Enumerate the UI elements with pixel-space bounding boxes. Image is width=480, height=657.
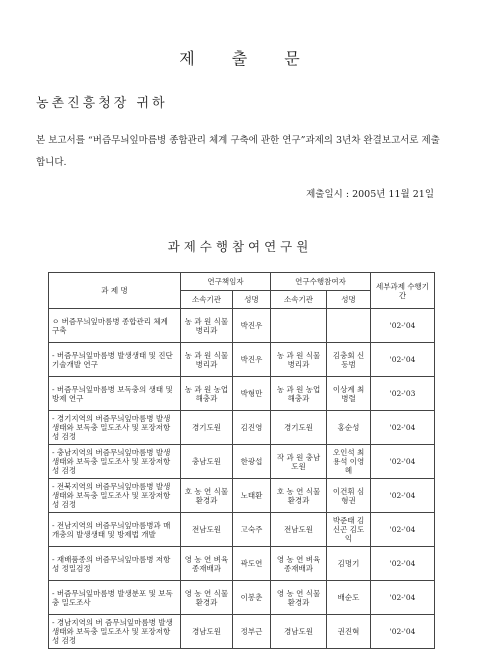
period-cell: '02-'04	[371, 615, 435, 649]
table-row	[49, 581, 435, 615]
exec-org-cell	[271, 309, 327, 343]
task-cell: - 버즘무늬잎마름병 발생분포 및 보독충 밀도조사	[49, 581, 181, 615]
lead-org-cell: 경남도원	[181, 615, 233, 649]
exec-org-cell: 영 농 연 벼육종재배과	[271, 547, 327, 581]
exec-name-cell: 김충회 신동범	[327, 343, 371, 377]
period-cell: '02-'04	[371, 445, 435, 479]
table-row	[49, 513, 435, 547]
period-cell: '02-'03	[371, 377, 435, 411]
task-cell: - 버즘무늬잎마름병 보독충의 생태 및 방제 연구	[49, 377, 181, 411]
exec-org-cell: 전남도원	[271, 513, 327, 547]
lead-org-cell: 영 농 연 벼육종재배과	[181, 547, 233, 581]
header-lead-name: 성명	[233, 291, 271, 309]
task-cell: - 전북지역의 버즘무늬잎마름병 발생생태와 보독충 밀도조사 및 포장저항성 검정	[49, 479, 181, 513]
table-row	[49, 547, 435, 581]
table-row	[49, 343, 435, 377]
lead-org-cell: 충남도원	[181, 445, 233, 479]
exec-name-cell: 이상계 최병렬	[327, 377, 371, 411]
lead-name-cell: 노태환	[233, 479, 271, 513]
exec-org-cell: 경기도원	[271, 411, 327, 445]
lead-name-cell: 박형만	[233, 377, 271, 411]
period-cell: '02-'04	[371, 343, 435, 377]
header-lead-org: 소속기관	[181, 291, 233, 309]
task-cell: - 전남지역의 버즘무늬잎마름병과 매개충의 발생생태 및 방제법 개발	[49, 513, 181, 547]
lead-org-cell: 영 농 연 식물환경과	[181, 581, 233, 615]
exec-name-cell: 배순도	[327, 581, 371, 615]
lead-name-cell: 김진영	[233, 411, 271, 445]
header-exec-org: 소속기관	[271, 291, 327, 309]
lead-name-cell: 박진우	[233, 343, 271, 377]
exec-name-cell: 홍순성	[327, 411, 371, 445]
exec-org-cell: 농 과 원 식물병리과	[271, 343, 327, 377]
table-row	[49, 445, 435, 479]
task-cell: - 충남지역의 버즘무늬잎마름병 발생생태와 보독충 밀도조사 및 포장저항성 검정	[49, 445, 181, 479]
exec-name-cell: 박준태 김신곤 김도익	[327, 513, 371, 547]
exec-org-cell: 작 과 원 충남도원	[271, 445, 327, 479]
task-cell: ㅇ 버즘무늬잎마름병 종합관리 체계 구축	[49, 309, 181, 343]
exec-name-cell: 오인석 최용석 이영혜	[327, 445, 371, 479]
exec-name-cell: 권진혁	[327, 615, 371, 649]
task-cell: - 경남지역의 버 즘무늬잎마름병 발생생태와 보독충 밀도조사 및 포장저항성 검정	[49, 615, 181, 649]
exec-name-cell: 김명기	[327, 547, 371, 581]
lead-name-cell: 이봉춘	[233, 581, 271, 615]
period-cell: '02-'04	[371, 411, 435, 445]
document-title: 제 출 문	[179, 49, 301, 68]
lead-org-cell: 농 과 원 식물병리과	[181, 309, 233, 343]
lead-org-cell: 농 과 원 식물병리과	[181, 343, 233, 377]
researcher-table	[48, 272, 435, 649]
table-body	[49, 309, 435, 649]
exec-org-cell: 호 농 연 식물환경과	[271, 479, 327, 513]
period-cell: '02-'04	[371, 479, 435, 513]
lead-name-cell: 정부근	[233, 615, 271, 649]
period-cell: '02-'04	[371, 581, 435, 615]
period-cell: '02-'04	[371, 309, 435, 343]
header-lead: 연구책임자	[181, 273, 271, 291]
exec-name-cell: 이건휘 심형권	[327, 479, 371, 513]
period-cell: '02-'04	[371, 547, 435, 581]
task-cell: - 재배품종의 버즘무늬잎마름병 저항성 정밀검정	[49, 547, 181, 581]
lead-name-cell: 한광섭	[233, 445, 271, 479]
lead-name-cell: 고숙주	[233, 513, 271, 547]
lead-org-cell: 호 농 연 식물환경과	[181, 479, 233, 513]
task-cell: - 경기지역의 버즘무늬잎마름병 발생생태와 보독충 밀도조사 및 포장저항성 검정	[49, 411, 181, 445]
header-exec-name: 성명	[327, 291, 371, 309]
table-row	[49, 479, 435, 513]
exec-org-cell: 농 과 원 농업해충과	[271, 377, 327, 411]
header-period: 세부과제 수행기간	[371, 273, 435, 309]
header-exec: 연구수행참여자	[271, 273, 371, 291]
exec-name-cell	[327, 309, 371, 343]
table-row	[49, 309, 435, 343]
addressee: 농촌진흥청장 귀하	[36, 96, 168, 111]
submission-statement: 본 보고서를 “버즘무늬잎마름병 종합관리 체계 구축에 관한 연구”과제의 3년차 완결보고서로 제출합니다.	[36, 135, 440, 168]
table-row	[49, 615, 435, 649]
lead-org-cell: 전남도원	[181, 513, 233, 547]
task-cell: - 버즘무늬잎마름병 발생생태 및 진단기술개발 연구	[49, 343, 181, 377]
lead-org-cell: 경기도원	[181, 411, 233, 445]
lead-org-cell: 농 과 원 농업해충과	[181, 377, 233, 411]
table-row	[49, 411, 435, 445]
lead-name-cell: 박진우	[233, 309, 271, 343]
table-row	[49, 377, 435, 411]
header-task: 과 제 명	[49, 273, 181, 309]
submission-date: 제출일시 : 2005년 11월 21일	[306, 189, 434, 200]
exec-org-cell: 경남도원	[271, 615, 327, 649]
period-cell: '02-'04	[371, 513, 435, 547]
exec-org-cell: 영 농 연 식물환경과	[271, 581, 327, 615]
lead-name-cell: 곽도연	[233, 547, 271, 581]
section-title: 과제수행참여연구원	[167, 239, 313, 254]
